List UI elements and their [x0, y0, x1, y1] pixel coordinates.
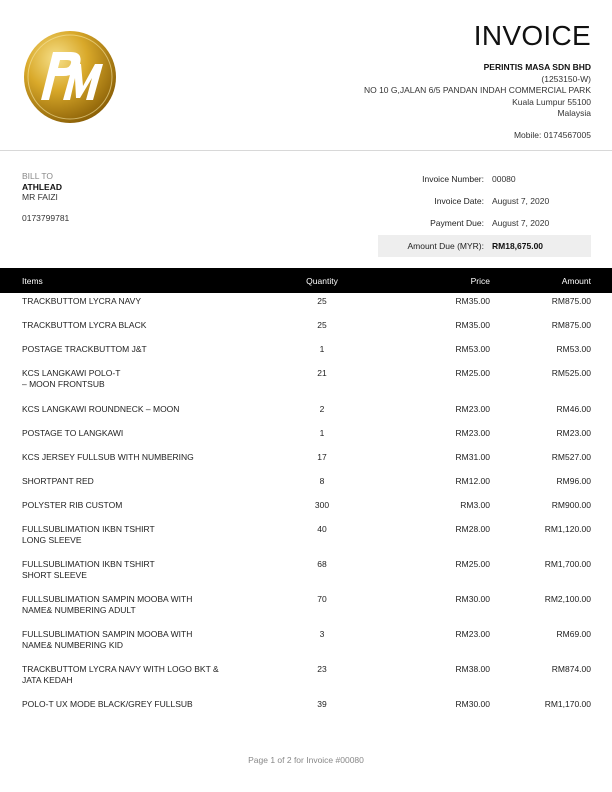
- item-quantity: 25: [317, 296, 327, 306]
- item-description: [22, 559, 262, 581]
- item-quantity: 1: [319, 428, 325, 438]
- item-price: RM53.00: [455, 344, 490, 354]
- invoice-number-row: [378, 168, 591, 190]
- item-description: [22, 428, 262, 439]
- company-mobile: Mobile: 0174567005: [513, 129, 591, 140]
- item-quantity: 8: [319, 476, 325, 486]
- item-description: [22, 476, 262, 487]
- item-price: RM31.00: [455, 452, 490, 462]
- invoice-date-label: Invoice Date:: [434, 196, 484, 206]
- payment-due-row: [378, 212, 591, 234]
- item-quantity: 70: [317, 594, 327, 604]
- item-quantity: 3: [319, 629, 325, 639]
- item-line: TRACKBUTTOM LYCRA BLACK: [22, 320, 147, 330]
- item-line: TRACKBUTTOM LYCRA NAVY WITH LOGO BKT &: [22, 664, 219, 674]
- invoice-number-label: Invoice Number:: [422, 174, 484, 184]
- company-country: Malaysia: [557, 108, 591, 119]
- item-description: [22, 296, 262, 307]
- header-divider: [0, 150, 612, 151]
- item-price: RM3.00: [460, 500, 490, 510]
- payment-due-label: Payment Due:: [430, 218, 484, 228]
- item-description: [22, 664, 262, 686]
- item-quantity: 25: [317, 320, 327, 330]
- item-amount: RM69.00: [556, 629, 591, 639]
- bill-to-block: [22, 171, 69, 224]
- item-price: RM30.00: [455, 699, 490, 709]
- item-amount: RM96.00: [556, 476, 591, 486]
- item-line: FULLSUBLIMATION IKBN TSHIRT: [22, 524, 155, 534]
- company-info: [364, 62, 591, 142]
- company-logo: [23, 30, 117, 124]
- bill-to-name: ATHLEAD: [22, 181, 62, 192]
- item-quantity: 2: [319, 404, 325, 414]
- items-table-header: [0, 268, 612, 293]
- item-price: RM12.00: [455, 476, 490, 486]
- item-line-2: – MOON FRONTSUB: [22, 379, 105, 389]
- item-line: TRACKBUTTOM LYCRA NAVY: [22, 296, 142, 306]
- item-line-2: LONG SLEEVE: [22, 535, 82, 545]
- item-quantity: 300: [314, 500, 330, 510]
- item-line: SHORTPANT RED: [22, 476, 94, 486]
- item-description: [22, 594, 262, 616]
- item-line: FULLSUBLIMATION SAMPIN MOOBA WITH: [22, 594, 193, 604]
- company-reg-no: (1253150-W): [541, 73, 591, 84]
- item-quantity: 23: [317, 664, 327, 674]
- bill-to-contact: MR FAIZI: [22, 192, 58, 203]
- company-address-line2: Kuala Lumpur 55100: [512, 96, 591, 107]
- item-amount: RM1,700.00: [544, 559, 591, 569]
- item-line: KCS JERSEY FULLSUB WITH NUMBERING: [22, 452, 194, 462]
- item-description: [22, 452, 262, 463]
- item-price: RM35.00: [455, 320, 490, 330]
- item-line: KCS LANGKAWI POLO-T: [22, 368, 121, 378]
- invoice-date-row: [378, 190, 591, 212]
- item-price: RM35.00: [455, 296, 490, 306]
- item-description: [22, 524, 262, 546]
- item-price: RM28.00: [455, 524, 490, 534]
- header-items: Items: [22, 276, 43, 286]
- item-line: POSTAGE TRACKBUTTOM J&T: [22, 344, 147, 354]
- item-quantity: 17: [317, 452, 327, 462]
- item-line: FULLSUBLIMATION IKBN TSHIRT: [22, 559, 155, 569]
- bill-to-phone: 0173799781: [22, 213, 70, 224]
- header-amount: Amount: [561, 276, 591, 286]
- item-amount: RM2,100.00: [544, 594, 591, 604]
- item-line-2: NAME& NUMBERING KID: [22, 640, 124, 650]
- item-description: [22, 320, 262, 331]
- amount-due-row: [378, 235, 591, 257]
- page-footer: Page 1 of 2 for Invoice #00080: [248, 755, 364, 765]
- item-amount: RM46.00: [556, 404, 591, 414]
- item-line: POSTAGE TO LANGKAWI: [22, 428, 124, 438]
- item-amount: RM525.00: [551, 368, 591, 378]
- item-line-2: SHORT SLEEVE: [22, 570, 87, 580]
- item-amount: RM875.00: [551, 320, 591, 330]
- header-price: Price: [470, 276, 490, 286]
- invoice-number-value: 00080: [492, 174, 516, 184]
- item-line-2: NAME& NUMBERING ADULT: [22, 605, 136, 615]
- item-line: POLYSTER RIB CUSTOM: [22, 500, 123, 510]
- item-amount: RM875.00: [551, 296, 591, 306]
- item-price: RM23.00: [455, 428, 490, 438]
- item-line: FULLSUBLIMATION SAMPIN MOOBA WITH: [22, 629, 193, 639]
- header-quantity: Quantity: [306, 276, 338, 286]
- item-line-2: JATA KEDAH: [22, 675, 73, 685]
- payment-due-value: August 7, 2020: [492, 218, 550, 228]
- amount-due-value: RM18,675.00: [492, 241, 544, 251]
- item-quantity: 1: [319, 344, 325, 354]
- item-quantity: 39: [317, 699, 327, 709]
- item-price: RM23.00: [455, 629, 490, 639]
- item-description: [22, 404, 262, 415]
- item-price: RM30.00: [455, 594, 490, 604]
- item-line: KCS LANGKAWI ROUNDNECK – MOON: [22, 404, 180, 414]
- item-amount: RM1,120.00: [544, 524, 591, 534]
- item-amount: RM1,170.00: [544, 699, 591, 709]
- item-price: RM23.00: [455, 404, 490, 414]
- invoice-meta: [378, 168, 591, 257]
- item-description: [22, 629, 262, 651]
- item-description: [22, 500, 262, 511]
- invoice-date-value: August 7, 2020: [492, 196, 550, 206]
- company-address-line1: NO 10 G,JALAN 6/5 PANDAN INDAH COMMERCIAL PARK: [363, 85, 591, 96]
- item-amount: RM874.00: [551, 664, 591, 674]
- item-price: RM25.00: [455, 368, 490, 378]
- item-description: [22, 699, 262, 710]
- amount-due-label: Amount Due (MYR):: [407, 241, 484, 251]
- item-price: RM38.00: [455, 664, 490, 674]
- item-quantity: 40: [317, 524, 327, 534]
- item-line: POLO-T UX MODE BLACK/GREY FULLSUB: [22, 699, 193, 709]
- item-amount: RM53.00: [556, 344, 591, 354]
- item-price: RM25.00: [455, 559, 490, 569]
- item-description: [22, 344, 262, 355]
- item-quantity: 68: [317, 559, 327, 569]
- item-amount: RM527.00: [551, 452, 591, 462]
- invoice-title: INVOICE: [473, 20, 591, 51]
- item-description: [22, 368, 262, 390]
- company-name: PERINTIS MASA SDN BHD: [483, 62, 591, 72]
- bill-to-label: BILL TO: [22, 171, 54, 181]
- item-quantity: 21: [317, 368, 327, 378]
- item-amount: RM23.00: [556, 428, 591, 438]
- item-amount: RM900.00: [551, 500, 591, 510]
